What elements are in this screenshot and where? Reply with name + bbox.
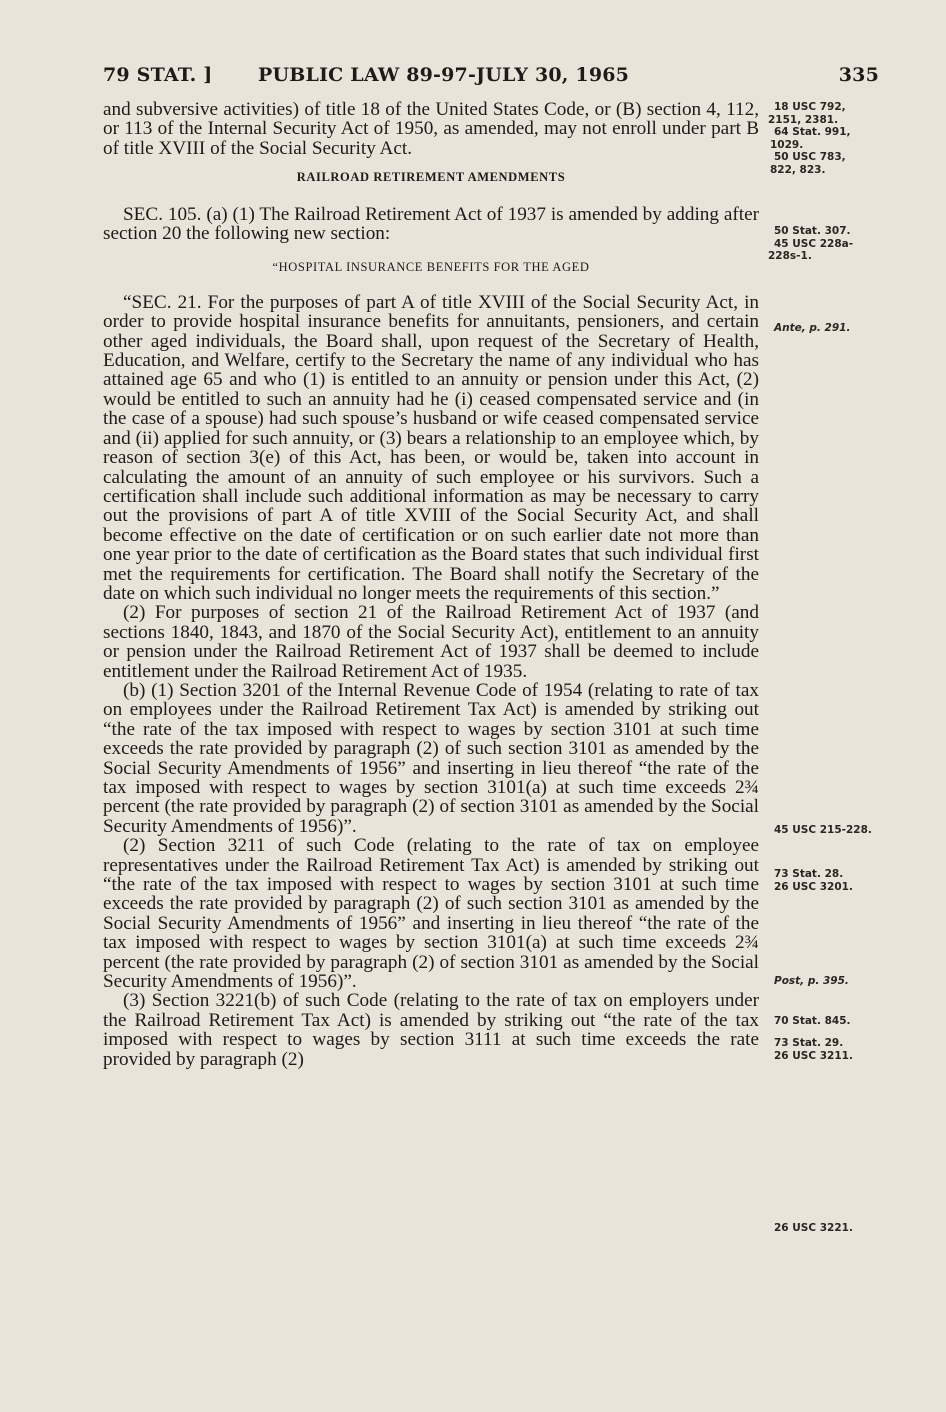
- paragraph-sec-21: “SEC. 21. For the purposes of part A of title XVIII of the Social Security Act, in order to provide hospital insurance benefits for annuitants, pensioners, and certain other aged individuals, the Board shall, upon request of the Secretary of Health, Education, and Welfare, certify to the Secretary the name of any individual who has attained age 65 and who (1) is entitled to an annuity or pension under this Act, (2) would be entitled to such an annuity had he (i) ceased compensated service and (in the case of a spouse) had such spouse’s husband or wife ceased compensated service and (ii) applied for such annuity, or (3) bears a relationship to an employee which, by reason of section 3(e) of this Act, has been, or would be, taken into account in calculating the amount of an annuity of such employee or his survivors. Such a certification shall include such additional information as may be necessary to carry out the provisions of part A of title XVIII of the Social Security Act, and shall become effective on the date of certification or on such earlier date not more than one year prior to the date of certification as the Board states that such individual first met the requirements for certification. The Board shall notify the Secretary of the date on which such individual no longer meets the requirements of this section.”: [103, 291, 759, 604]
- margin-note-73-stat-29: 73 Stat. 29. 26 USC 3211.: [774, 1037, 853, 1062]
- margin-note-26-usc-3221: 26 USC 3221.: [774, 1222, 853, 1234]
- margin-note-45-usc-215: 45 USC 215-228.: [774, 824, 872, 836]
- paragraph-b1: (b) (1) Section 3201 of the Internal Revenue Code of 1954 (relating to rate of tax on employees under the Railroad Retirement Tax Act) is amended by striking out “the rate of the tax imposed with respect to wages by section 3101 at such time exceeds the rate provided by paragraph (2) of such section 3101 as amended by the Social Security Amendments of 1956” and inserting in lieu thereof “the rate of the tax imposed with respect to wages by section 3101(a) at such time exceeds 2¾ percent (the rate provided by paragraph (2) of section 3101 as amended by the Social Security Amendments of 1956)”.: [103, 679, 759, 837]
- paragraph-sec-105: SEC. 105. (a) (1) The Railroad Retirement Act of 1937 is amended by adding after section 20 the following new section:: [103, 203, 759, 245]
- margin-note-50-stat-307: 50 Stat. 307. 45 USC 228a- 228s-1.: [768, 225, 854, 263]
- margin-note-post-395: Post, p. 395.: [774, 975, 849, 987]
- paragraph-a2: (2) For purposes of section 21 of the Railroad Retirement Act of 1937 (and sections 1840, 1843, and 1870 of the Social Security Act), entitlement to an annuity or pension under the Railroad Retirement Act of 1937 shall be deemed to include entitlement under the Railroad Retirement Act of 1935.: [103, 602, 759, 682]
- stat-volume-header: 79 STAT. ]: [103, 64, 213, 86]
- margin-note-usc-792: 18 USC 792, 2151, 2381. 64 Stat. 991, 1029. 50 USC 783, 822, 823.: [768, 101, 851, 176]
- public-law-header: PUBLIC LAW 89-97-JULY 30, 1965: [258, 64, 630, 86]
- margin-note-73-stat-28: 73 Stat. 28. 26 USC 3201.: [774, 868, 853, 893]
- margin-note-ante-291: Ante, p. 291.: [774, 322, 851, 334]
- paragraph-subversive-activities: and subversive activities) of title 18 of the United States Code, or (B) section 4, 112, or 113 of the Internal Security Act of 1950, as amended, may not enroll under part B of title XVIII of the Social Security Act.: [103, 99, 759, 159]
- page-number: 335: [838, 64, 879, 86]
- section-heading-railroad: RAILROAD RETIREMENT AMENDMENTS: [296, 170, 566, 185]
- paragraph-b2: (2) Section 3211 of such Code (relating to the rate of tax on employee representatives under the Railroad Retirement Tax Act) is amended by striking out “the rate of the tax imposed with respect to wages by section 3101 at such time exceeds the rate provided by paragraph (2) of such section 3101 as amended by the Social Security Amendments of 1956” and inserting in lieu thereof “the rate of the tax imposed with respect to wages by section 3101(a) at such time exceeds 2¾ percent (the rate provided by paragraph (2) of section 3101 as amended by the Social Security Amendments of 1956)”.: [103, 835, 759, 993]
- section-heading-hospital: “HOSPITAL INSURANCE BENEFITS FOR THE AGED: [272, 260, 590, 275]
- margin-note-70-stat-845: 70 Stat. 845.: [774, 1015, 851, 1027]
- statute-body: [103, 100, 759, 1069]
- paragraph-b3: (3) Section 3221(b) of such Code (relating to the rate of tax on employers under the Railroad Retirement Tax Act) is amended by striking out “the rate of the tax imposed with respect to wages by section 3111 at such time exceeds the rate provided by paragraph (2): [103, 990, 759, 1070]
